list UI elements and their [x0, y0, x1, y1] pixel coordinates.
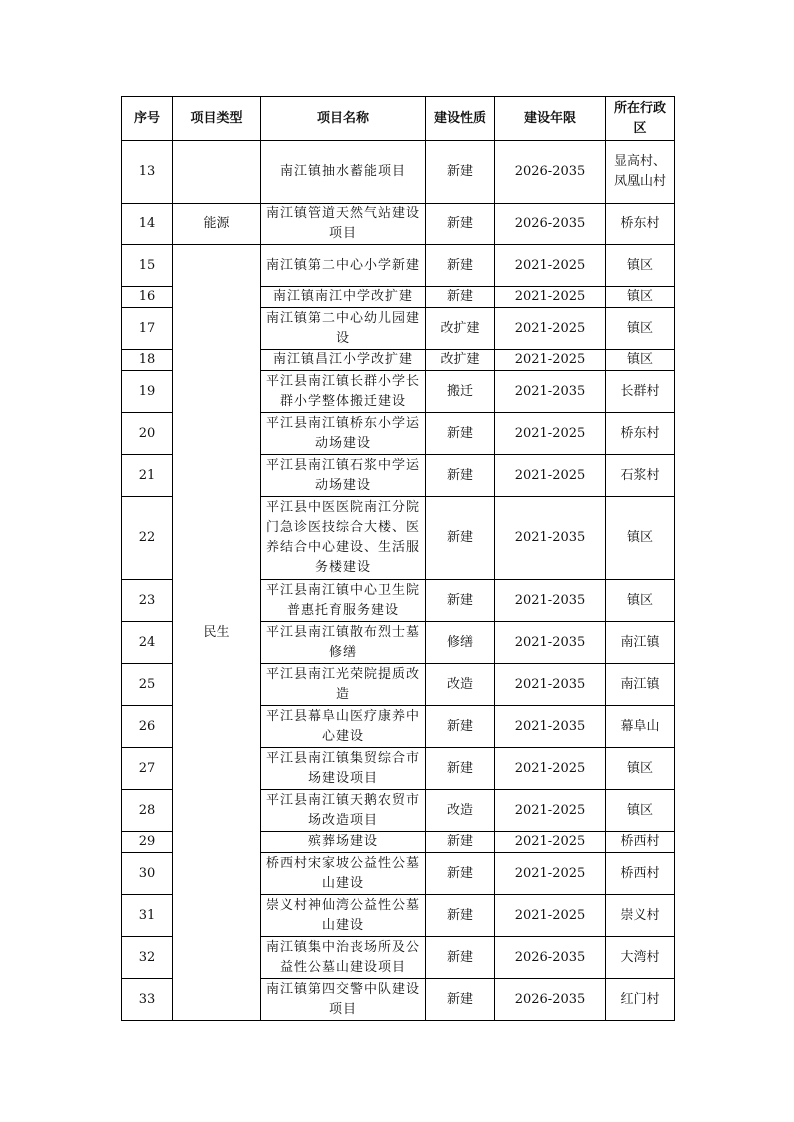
cell-no: 19	[122, 371, 173, 413]
header-name: 项目名称	[261, 97, 426, 141]
cell-period: 2021-2025	[495, 790, 606, 832]
table-row	[122, 141, 675, 204]
cell-nature: 新建	[426, 455, 495, 497]
header-row	[122, 97, 675, 141]
cell-name: 平江县南江镇中心卫生院普惠托育服务建设	[261, 580, 426, 622]
cell-no: 20	[122, 413, 173, 455]
cell-name: 平江县南江镇桥东小学运动场建设	[261, 413, 426, 455]
cell-no: 23	[122, 580, 173, 622]
cell-area: 桥东村	[606, 204, 675, 245]
cell-period: 2021-2025	[495, 308, 606, 350]
cell-nature: 新建	[426, 895, 495, 937]
header-period: 建设年限	[495, 97, 606, 141]
cell-nature: 修缮	[426, 622, 495, 664]
cell-name: 平江县中医医院南江分院门急诊医技综合大楼、医养结合中心建设、生活服务楼建设	[261, 497, 426, 580]
header-type: 项目类型	[173, 97, 261, 141]
cell-no: 31	[122, 895, 173, 937]
cell-no: 14	[122, 204, 173, 245]
cell-period: 2021-2025	[495, 413, 606, 455]
table-row	[122, 204, 675, 245]
cell-nature: 改造	[426, 790, 495, 832]
cell-name: 桥西村宋家坡公益性公墓山建设	[261, 853, 426, 895]
cell-no: 28	[122, 790, 173, 832]
cell-type: 能源	[173, 204, 261, 245]
cell-no: 24	[122, 622, 173, 664]
cell-name: 平江县南江镇天鹅农贸市场改造项目	[261, 790, 426, 832]
cell-type-merged: 民生	[173, 245, 261, 1021]
cell-period: 2026-2035	[495, 937, 606, 979]
cell-nature: 新建	[426, 413, 495, 455]
cell-name: 南江镇昌江小学改扩建	[261, 350, 426, 371]
cell-area: 镇区	[606, 748, 675, 790]
cell-no: 27	[122, 748, 173, 790]
project-table	[121, 96, 675, 1021]
cell-area: 南江镇	[606, 622, 675, 664]
cell-nature: 新建	[426, 204, 495, 245]
table-row	[122, 245, 675, 287]
cell-nature: 改扩建	[426, 308, 495, 350]
cell-no: 21	[122, 455, 173, 497]
cell-area: 镇区	[606, 350, 675, 371]
cell-period: 2021-2035	[495, 664, 606, 706]
cell-no: 30	[122, 853, 173, 895]
cell-no: 33	[122, 979, 173, 1021]
cell-no: 29	[122, 832, 173, 853]
cell-area: 镇区	[606, 308, 675, 350]
cell-area: 显高村、凤凰山村	[606, 141, 675, 204]
header-area: 所在行政区	[606, 97, 675, 141]
cell-area: 长群村	[606, 371, 675, 413]
cell-no: 15	[122, 245, 173, 287]
cell-no: 25	[122, 664, 173, 706]
cell-area: 桥东村	[606, 413, 675, 455]
cell-name: 南江镇第二中心小学新建	[261, 245, 426, 287]
cell-nature: 改扩建	[426, 350, 495, 371]
cell-name: 平江县幕阜山医疗康养中心建设	[261, 706, 426, 748]
cell-type	[173, 141, 261, 204]
cell-nature: 新建	[426, 245, 495, 287]
cell-period: 2021-2025	[495, 245, 606, 287]
cell-no: 22	[122, 497, 173, 580]
cell-no: 26	[122, 706, 173, 748]
cell-name: 平江县南江镇石浆中学运动场建设	[261, 455, 426, 497]
cell-area: 南江镇	[606, 664, 675, 706]
cell-nature: 新建	[426, 979, 495, 1021]
cell-period: 2021-2025	[495, 853, 606, 895]
cell-nature: 新建	[426, 497, 495, 580]
cell-area: 崇义村	[606, 895, 675, 937]
cell-nature: 新建	[426, 937, 495, 979]
cell-period: 2021-2035	[495, 371, 606, 413]
cell-period: 2021-2025	[495, 455, 606, 497]
cell-no: 18	[122, 350, 173, 371]
cell-period: 2021-2035	[495, 706, 606, 748]
cell-name: 南江镇抽水蓄能项目	[261, 141, 426, 204]
cell-no: 16	[122, 287, 173, 308]
cell-area: 桥西村	[606, 832, 675, 853]
cell-nature: 新建	[426, 853, 495, 895]
cell-area: 镇区	[606, 287, 675, 308]
cell-name: 殡葬场建设	[261, 832, 426, 853]
cell-name: 平江县南江镇散布烈士墓修缮	[261, 622, 426, 664]
cell-nature: 新建	[426, 580, 495, 622]
cell-area: 幕阜山	[606, 706, 675, 748]
cell-nature: 新建	[426, 748, 495, 790]
cell-nature: 新建	[426, 141, 495, 204]
cell-area: 红门村	[606, 979, 675, 1021]
cell-period: 2021-2035	[495, 580, 606, 622]
cell-area: 镇区	[606, 497, 675, 580]
cell-period: 2021-2025	[495, 748, 606, 790]
cell-nature: 新建	[426, 832, 495, 853]
cell-area: 镇区	[606, 245, 675, 287]
cell-period: 2021-2025	[495, 895, 606, 937]
cell-period: 2021-2025	[495, 832, 606, 853]
cell-name: 南江镇南江中学改扩建	[261, 287, 426, 308]
header-nature: 建设性质	[426, 97, 495, 141]
cell-name: 平江县南江镇集贸综合市场建设项目	[261, 748, 426, 790]
cell-nature: 新建	[426, 706, 495, 748]
cell-name: 南江镇管道天然气站建设项目	[261, 204, 426, 245]
cell-period: 2021-2025	[495, 350, 606, 371]
cell-nature: 搬迁	[426, 371, 495, 413]
cell-name: 南江镇第四交警中队建设项目	[261, 979, 426, 1021]
cell-name: 崇义村神仙湾公益性公墓山建设	[261, 895, 426, 937]
cell-name: 南江镇第二中心幼儿园建设	[261, 308, 426, 350]
cell-area: 桥西村	[606, 853, 675, 895]
cell-period: 2026-2035	[495, 204, 606, 245]
header-no: 序号	[122, 97, 173, 141]
cell-period: 2021-2035	[495, 497, 606, 580]
cell-name: 平江县南江光荣院提质改造	[261, 664, 426, 706]
cell-period: 2021-2025	[495, 287, 606, 308]
cell-no: 13	[122, 141, 173, 204]
cell-area: 大湾村	[606, 937, 675, 979]
cell-period: 2026-2035	[495, 979, 606, 1021]
cell-no: 32	[122, 937, 173, 979]
cell-period: 2026-2035	[495, 141, 606, 204]
cell-nature: 改造	[426, 664, 495, 706]
cell-nature: 新建	[426, 287, 495, 308]
cell-no: 17	[122, 308, 173, 350]
cell-period: 2021-2035	[495, 622, 606, 664]
cell-name: 平江县南江镇长群小学长群小学整体搬迁建设	[261, 371, 426, 413]
cell-area: 石浆村	[606, 455, 675, 497]
cell-area: 镇区	[606, 790, 675, 832]
cell-name: 南江镇集中治丧场所及公益性公墓山建设项目	[261, 937, 426, 979]
cell-area: 镇区	[606, 580, 675, 622]
